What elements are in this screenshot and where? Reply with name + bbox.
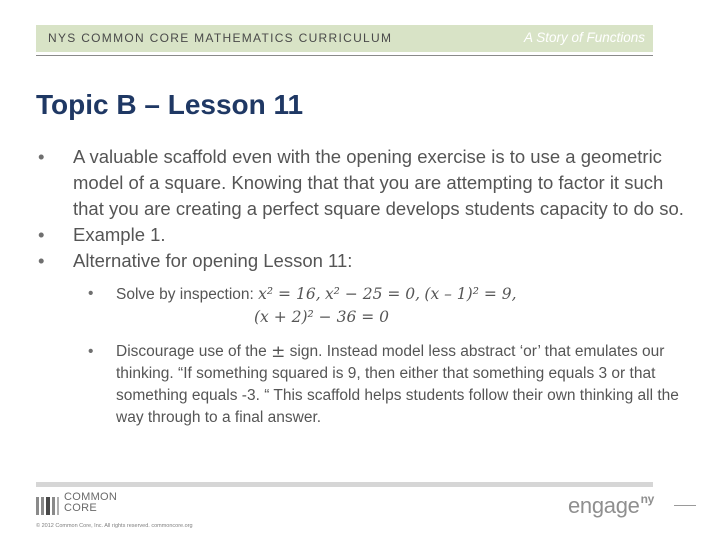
bullet-scaffold bbox=[38, 144, 688, 222]
discourage-text-start: Discourage use of the bbox=[116, 343, 267, 360]
bullet-dot-icon: • bbox=[38, 146, 45, 167]
header-divider bbox=[36, 55, 653, 56]
curriculum-header: NYS COMMON CORE MATHEMATICS CURRICULUM bbox=[48, 31, 393, 45]
copyright-notice: © 2012 Common Core, Inc. All rights reserved. commoncore.org bbox=[36, 523, 193, 529]
footer-bar bbox=[36, 482, 653, 487]
plus-minus-symbol: ± bbox=[271, 342, 286, 362]
bullet-dot-icon: • bbox=[38, 224, 45, 245]
engage-ny-superscript: ny bbox=[640, 492, 655, 506]
bullet-example bbox=[38, 222, 688, 248]
bullet-alternative bbox=[38, 248, 688, 274]
equation-3: (x – 1)² = 9, bbox=[424, 285, 517, 303]
page-title: Topic B – Lesson 11 bbox=[36, 89, 304, 120]
subbullet-discourage bbox=[38, 341, 688, 429]
engage-wordmark: engage bbox=[568, 493, 640, 518]
equation-4: (x + 2)² − 36 = 0 bbox=[254, 308, 390, 326]
equation-1: x² = 16, bbox=[258, 285, 321, 303]
common-core-logo-text bbox=[64, 492, 117, 514]
inspection-label: Solve by inspection: bbox=[116, 286, 254, 303]
course-header: A Story of Functions bbox=[523, 30, 645, 45]
bullet-text: A valuable scaffold even with the opening exercise is to use a geometric model of a square. Knowing that that you are attempting to factor it such that you are creating a perfect square develops students capacity to do so. bbox=[73, 146, 684, 219]
bullet-dot-icon: • bbox=[38, 250, 45, 271]
common-core-logo-icon bbox=[36, 495, 60, 515]
bullet-text: Example 1. bbox=[73, 224, 166, 245]
logo-line-2: CORE bbox=[64, 502, 97, 514]
equation-2: x² − 25 = 0, bbox=[324, 285, 421, 303]
footer-dash bbox=[674, 505, 696, 506]
discourage-text-end: sign. Instead model less abstract ‘or’ that emulates our thinking. “If something squared is 9, then either that something equals 3 or that something equals -3. “ This scaffold helps students follow their own thinking all the way through to a final answer. bbox=[116, 343, 679, 426]
bullet-text: Alternative for opening Lesson 11: bbox=[73, 250, 353, 271]
engageny-logo bbox=[568, 492, 654, 519]
subbullet-dot-icon: • bbox=[88, 343, 94, 360]
subbullet-dot-icon: • bbox=[88, 285, 94, 302]
logo-line-1: COMMON bbox=[64, 491, 118, 503]
slide-content bbox=[38, 144, 688, 429]
subbullet-inspection bbox=[38, 283, 688, 328]
